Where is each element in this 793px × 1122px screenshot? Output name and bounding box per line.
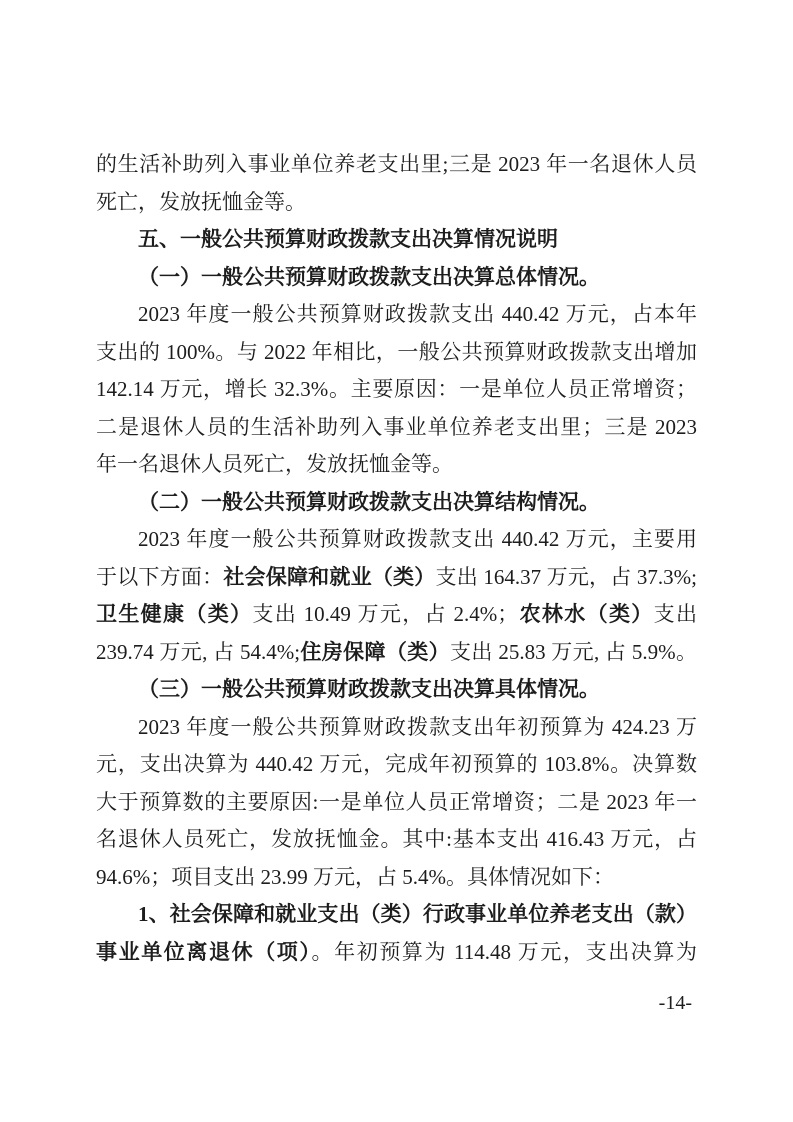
text-segment: 的生活补助列入事业单位养老支出里;三是 2023 年一名退休人员: [96, 152, 697, 176]
bold-text-segment: （三）一般公共预算财政拨款支出决算具体情况。: [138, 677, 600, 701]
bold-text-segment: 住房保障（类）: [300, 639, 451, 664]
page-number: -14-: [658, 992, 692, 1014]
bold-text-segment: （二）一般公共预算财政拨款支出决算结构情况。: [138, 489, 600, 514]
bold-text-segment: 五、一般公共预算财政拨款支出决算情况说明: [138, 228, 558, 251]
text-segment: 二是退休人员的生活补助列入事业单位养老支出里；三是 2023: [96, 414, 697, 439]
para2-line3: [96, 596, 697, 634]
bold-text-segment: 社会保障和就业（类）: [223, 564, 436, 589]
para1-line5: [96, 446, 697, 484]
para3-line3: [96, 784, 697, 822]
text-segment: 死亡，发放抚恤金等。: [96, 189, 306, 214]
para4-line1: [96, 896, 697, 934]
para1-line3: [96, 371, 697, 409]
heading-5-2: [96, 484, 697, 522]
bold-text-segment: 1、社会保障和就业支出（类）行政事业单位养老支出（款）: [138, 902, 697, 926]
text-segment: 2023 年度一般公共预算财政拨款支出 440.42 万元，占本年: [138, 302, 697, 326]
text-segment: 支出: [653, 602, 697, 626]
text-segment: 。年初预算为 114.48 万元，支出决算为: [311, 939, 697, 964]
para4-line2: [96, 934, 697, 972]
carryover-line-2: [96, 184, 697, 222]
heading-5-3: [96, 671, 697, 709]
text-segment: 大于预算数的主要原因:一是单位人员正常增资；二是 2023 年一: [96, 789, 697, 814]
para1-line2: [96, 334, 697, 372]
document-body: [96, 146, 697, 971]
para3-line1: [96, 709, 697, 747]
para2-line1: [96, 521, 697, 559]
bold-text-segment: 农林水（类）: [518, 602, 654, 626]
text-segment: 支出 164.37 万元，占 37.3%;: [435, 564, 698, 589]
carryover-line-1: [96, 146, 697, 184]
text-segment: 2023 年度一般公共预算财政拨款支出 440.42 万元，主要用: [138, 527, 697, 551]
text-segment: 名退休人员死亡，发放抚恤金。其中:基本支出 416.43 万元，占: [96, 827, 697, 851]
heading-section-5: [96, 221, 697, 259]
text-segment: 支出 10.49 万元，占 2.4%；: [252, 602, 519, 626]
text-segment: 支出 25.83 万元, 占 5.9%。: [450, 639, 698, 664]
text-segment: 239.74 万元, 占 54.4%;: [96, 639, 301, 664]
para3-line5: [96, 859, 697, 897]
text-segment: 2023 年度一般公共预算财政拨款支出年初预算为 424.23 万: [138, 714, 697, 739]
text-segment: 于以下方面：: [96, 564, 224, 589]
text-segment: 94.6%；项目支出 23.99 万元，占 5.4%。具体情况如下：: [96, 864, 614, 889]
para3-line4: [96, 821, 697, 859]
text-segment: 支出的 100%。与 2022 年相比，一般公共预算财政拨款支出增加: [96, 339, 697, 364]
bold-text-segment: 卫生健康（类）: [96, 602, 253, 626]
para2-line4: [96, 634, 697, 672]
heading-5-1: [96, 259, 697, 297]
text-segment: 元，支出决算为 440.42 万元，完成年初预算的 103.8%。决算数: [96, 752, 697, 776]
bold-text-segment: （一）一般公共预算财政拨款支出决算总体情况。: [138, 264, 600, 289]
bold-text-segment: 事业单位离退休（项）: [96, 939, 312, 964]
para2-line2: [96, 559, 697, 597]
para3-line2: [96, 746, 697, 784]
para1-line4: [96, 409, 697, 447]
text-segment: 年一名退休人员死亡，发放抚恤金等。: [96, 452, 453, 476]
para1-line1: [96, 296, 697, 334]
text-segment: 142.14 万元，增长 32.3%。主要原因：一是单位人员正常增资；: [96, 377, 697, 401]
